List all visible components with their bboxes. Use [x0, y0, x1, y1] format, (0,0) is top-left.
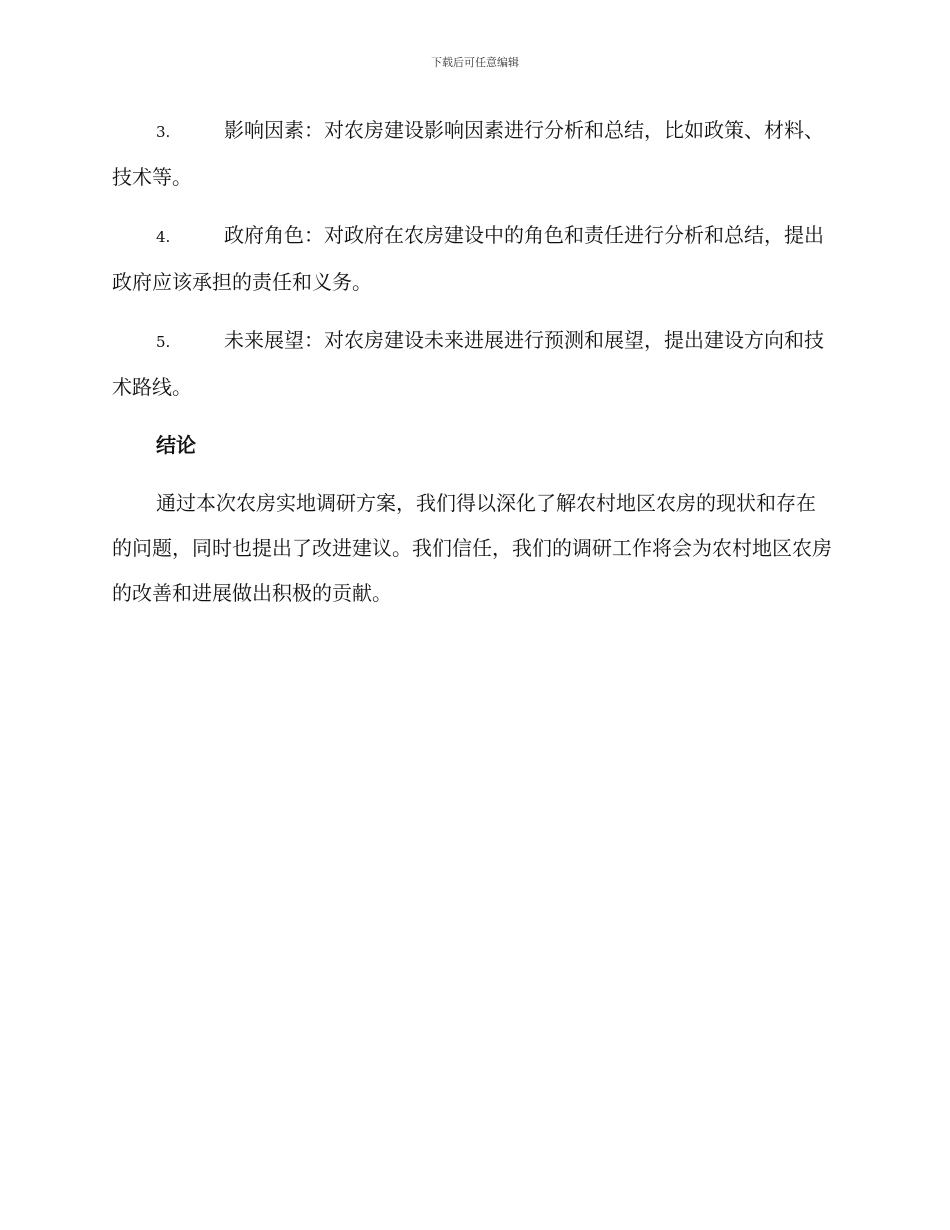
list-item-4 [112, 213, 832, 305]
conclusion-paragraph: 通过本次农房实地调研方案，我们得以深化了解农村地区农房的现状和存在的问题，同时也提出了改进建议。我们信任，我们的调研工作将会为农村地区农房的改善和进展做出积极的贡献。 [112, 491, 832, 605]
conclusion-heading: 结论 [156, 433, 196, 457]
document-body [112, 108, 832, 616]
list-item-5 [112, 318, 832, 410]
list-item-text: 影响因素：对农房建设影响因素进行分析和总结，比如政策、材料、技术等。 [112, 118, 824, 189]
list-item-text: 未来展望：对农房建设未来进展进行预测和展望，提出建设方向和技术路线。 [112, 328, 824, 399]
list-item-number: 5. [156, 333, 171, 351]
list-item-3 [112, 108, 832, 200]
list-item-number: 4. [156, 228, 171, 246]
header-note: 下载后可任意编辑 [431, 56, 519, 69]
list-item-text: 政府角色：对政府在农房建设中的角色和责任进行分析和总结，提出政府应该承担的责任和义务。 [112, 223, 824, 294]
list-item-number: 3. [156, 123, 171, 141]
